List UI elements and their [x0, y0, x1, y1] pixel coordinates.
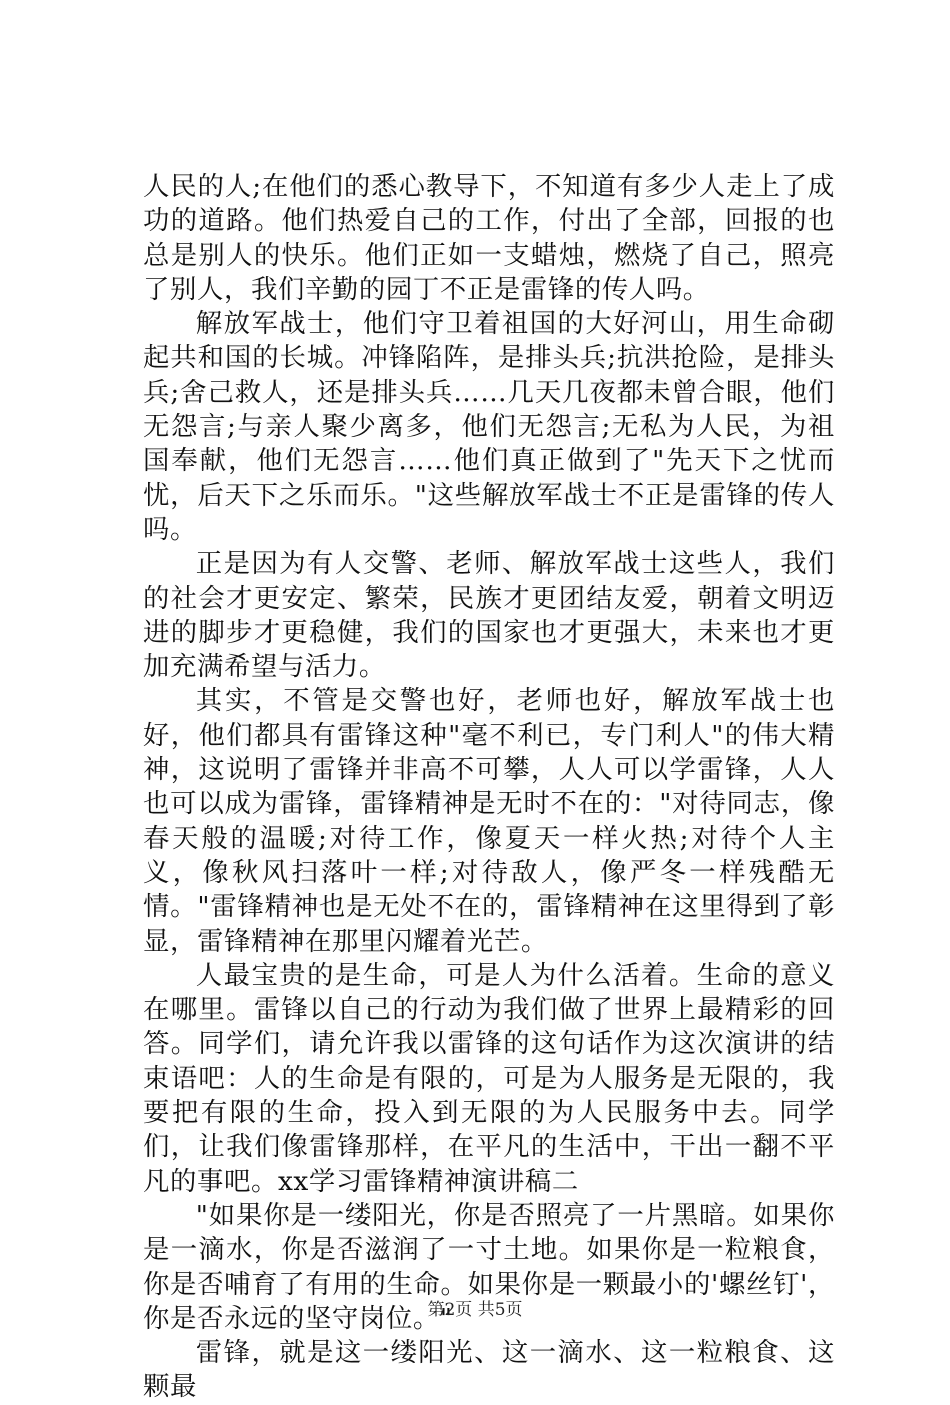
- paragraph-meaning-of-life: 人最宝贵的是生命，可是人为什么活着。生命的意义在哪里。雷锋以自己的行动为我们做了世界上最精彩的回答。同学们，请允许我以雷锋的这句话作为这次演讲的结束语吧：人的生命是有限的，可是为人服务是无限的，我要把有限的生命，投入到无限的为人民服务中去。同学们，让我们像雷锋那样，在平凡的生活中，干出一翻不平凡的事吧。xx学习雷锋精神演讲稿二: [143, 959, 835, 1197]
- paragraph-society: 正是因为有人交警、老师、解放军战士这些人，我们的社会才更安定、繁荣，民族才更团结友爱，朝着文明迈进的脚步才更稳健，我们的国家也才更强大，未来也才更加充满希望与活力。: [143, 548, 835, 683]
- page-footer: 第2页 共5页: [427, 1300, 523, 1320]
- paragraph-teachers-continued: 人民的人;在他们的悉心教导下，不知道有多少人走上了成功的道路。他们热爱自己的工作，付出了全部，回报的也总是别人的快乐。他们正如一支蜡烛，燃烧了自己，照亮了别人，我们辛勤的园丁不正是雷锋的传人吗。: [143, 171, 835, 305]
- document-body: [143, 170, 835, 1405]
- paragraph-lei-feng-is: 雷锋，就是这一缕阳光、这一滴水、这一粒粮食、这颗最: [143, 1337, 835, 1403]
- paragraph-lei-feng-spirit: 其实，不管是交警也好，老师也好，解放军战士也好，他们都具有雷锋这种"毫不利已，专门利人"的伟大精神，这说明了雷锋并非高不可攀，人人可以学雷锋，人人也可以成为雷锋，雷锋精神是无时不在的："对待同志，像春天般的温暖;对待工作，像夏天一样火热;对待个人主义，像秋风扫落叶一样;对待敌人，像严冬一样残酷无情。"雷锋精神也是无处不在的，雷锋精神在这里得到了彰显，雷锋精神在那里闪耀着光芒。: [143, 685, 835, 957]
- paragraph-sunshine-quote: "如果你是一缕阳光，你是否照亮了一片黑暗。如果你是一滴水，你是否滋润了一寸土地。如果你是一粒粮食，你是否哺育了有用的生命。如果你是一颗最小的'螺丝钉'，你是否永远的坚守岗位。": [143, 1199, 835, 1334]
- paragraph-soldiers: 解放军战士，他们守卫着祖国的大好河山，用生命砌起共和国的长城。冲锋陷阵，是排头兵;抗洪抢险，是排头兵;舍己救人，还是排头兵……几天几夜都未曾合眼，他们无怨言;与亲人聚少离多，他们无怨言;无私为人民，为祖国奉献，他们无怨言……他们真正做到了"先天下之忧而忧，后天下之乐而乐。"这些解放军战士不正是雷锋的传人吗。: [143, 308, 835, 545]
